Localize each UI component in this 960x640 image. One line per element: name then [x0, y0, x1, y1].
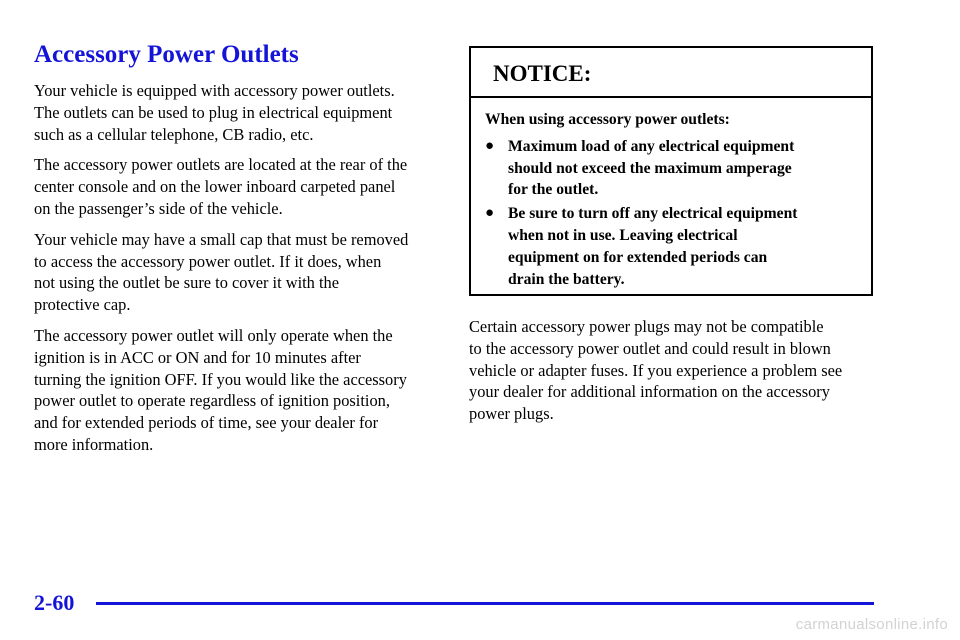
notice-header — [471, 48, 871, 98]
text-line: on the passenger’s side of the vehicle. — [34, 198, 283, 218]
text-line: when not in use. Leaving electrical — [508, 226, 738, 244]
text-line: not using the outlet be sure to cover it with the — [34, 273, 339, 293]
notice-bullet-list — [485, 136, 865, 291]
footer-rule — [96, 602, 874, 605]
text-line: drain the battery. — [508, 270, 625, 288]
page-title: Accessory Power Outlets — [34, 41, 299, 68]
text-line: protective cap. — [34, 295, 131, 315]
text-line: such as a cellular telephone, CB radio, etc. — [34, 124, 314, 144]
text-line: center console and on the lower inboard carpeted panel — [34, 177, 396, 197]
text-line: power plugs. — [469, 404, 554, 424]
text-line: ignition is in ACC or ON and for 10 minutes after — [34, 347, 361, 367]
paragraph-protective-cap — [34, 229, 454, 316]
text-line: for the outlet. — [508, 181, 599, 199]
text-line: should not exceed the maximum amperage — [508, 159, 792, 177]
text-line: The outlets can be used to plug in electrical equipment — [34, 102, 393, 122]
text-line: power outlet to operate regardless of ignition position, — [34, 391, 390, 411]
text-line: vehicle or adapter fuses. If you experience a problem see — [469, 360, 843, 380]
page-number: 2-60 — [34, 590, 75, 615]
left-column — [34, 80, 454, 465]
text-line: your dealer for additional information on the accessory — [469, 382, 830, 402]
text-line: to the accessory power outlet and could result in blown — [469, 338, 831, 358]
paragraph-plug-compatibility — [469, 316, 889, 425]
notice-bullet-item — [485, 136, 865, 201]
notice-body — [485, 109, 865, 292]
text-line: Maximum load of any electrical equipment — [508, 137, 795, 155]
text-line: Certain accessory power plugs may not be compatible — [469, 317, 824, 336]
text-line: The accessory power outlets are located at the rear of the — [34, 155, 408, 175]
text-line: equipment on for extended periods can — [508, 248, 768, 266]
notice-intro: When using accessory power outlets: — [485, 111, 730, 128]
text-line: more information. — [34, 434, 154, 454]
text-line: The accessory power outlet will only operate when the — [34, 325, 393, 345]
watermark-text: carmanualsonline.info — [795, 616, 948, 633]
notice-bullet-item — [485, 203, 865, 290]
notice-box — [469, 46, 873, 296]
bullet-icon: ● — [485, 137, 495, 154]
bullet-icon: ● — [485, 205, 495, 222]
paragraph-ignition-operation — [34, 325, 454, 456]
paragraph-outlets-intro — [34, 80, 454, 145]
notice-title: NOTICE: — [493, 61, 592, 86]
text-line: to access the accessory power outlet. If it does, when — [34, 251, 382, 271]
text-line: turning the ignition OFF. If you would like the accessory — [34, 369, 407, 389]
text-line: Your vehicle may have a small cap that must be removed — [34, 229, 409, 249]
text-line: and for extended periods of time, see your dealer for — [34, 413, 379, 433]
text-line: Your vehicle is equipped with accessory power outlets. — [34, 81, 395, 100]
paragraph-outlets-location — [34, 154, 454, 219]
text-line: Be sure to turn off any electrical equipment — [508, 205, 798, 223]
